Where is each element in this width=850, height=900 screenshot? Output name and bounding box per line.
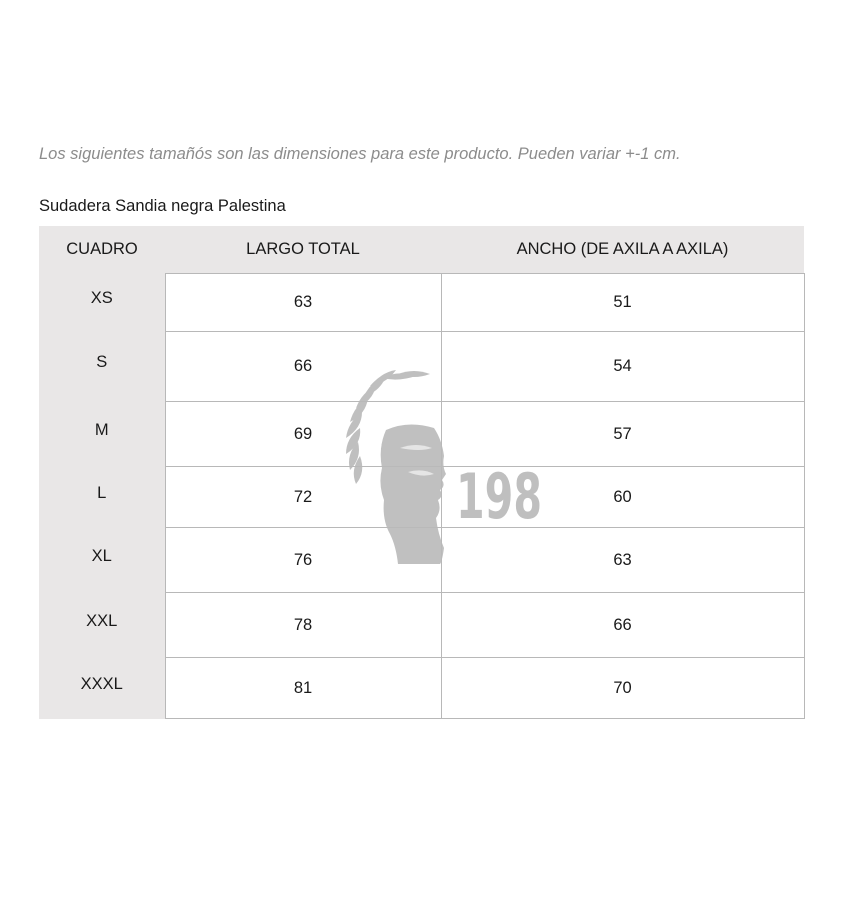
table-row <box>39 402 804 467</box>
product-title: Sudadera Sandia negra Palestina <box>39 197 286 215</box>
largo-value: 66 <box>165 332 441 402</box>
table-row <box>39 658 804 719</box>
watermark-text: 198 <box>456 460 542 533</box>
ancho-value: 70 <box>441 658 804 719</box>
largo-value: 76 <box>165 528 441 593</box>
size-label: XS <box>39 274 165 332</box>
table-header-row <box>39 226 804 274</box>
size-label: L <box>39 467 165 528</box>
header-largo-total: LARGO TOTAL <box>165 226 441 274</box>
table-row <box>39 593 804 658</box>
ancho-value: 57 <box>441 402 804 467</box>
header-cuadro: CUADRO <box>39 226 165 274</box>
table-row <box>39 274 804 332</box>
ancho-value: 63 <box>441 528 804 593</box>
table-row <box>39 332 804 402</box>
ancho-value: 51 <box>441 274 804 332</box>
size-label: S <box>39 332 165 402</box>
largo-value: 81 <box>165 658 441 719</box>
size-note: Los siguientes tamañós son las dimensiones para este producto. Pueden variar +-1 cm. <box>39 145 681 163</box>
largo-value: 63 <box>165 274 441 332</box>
size-chart-table <box>39 226 805 719</box>
size-label: XXL <box>39 593 165 658</box>
largo-value: 69 <box>165 402 441 467</box>
size-label: M <box>39 402 165 467</box>
header-ancho: ANCHO (DE AXILA A AXILA) <box>441 226 804 274</box>
ancho-value: 66 <box>441 593 804 658</box>
table-row <box>39 528 804 593</box>
largo-value: 72 <box>165 467 441 528</box>
ancho-value: 60 <box>441 467 804 528</box>
size-label: XXXL <box>39 658 165 719</box>
largo-value: 78 <box>165 593 441 658</box>
size-label: XL <box>39 528 165 593</box>
table-row <box>39 467 804 528</box>
ancho-value: 54 <box>441 332 804 402</box>
